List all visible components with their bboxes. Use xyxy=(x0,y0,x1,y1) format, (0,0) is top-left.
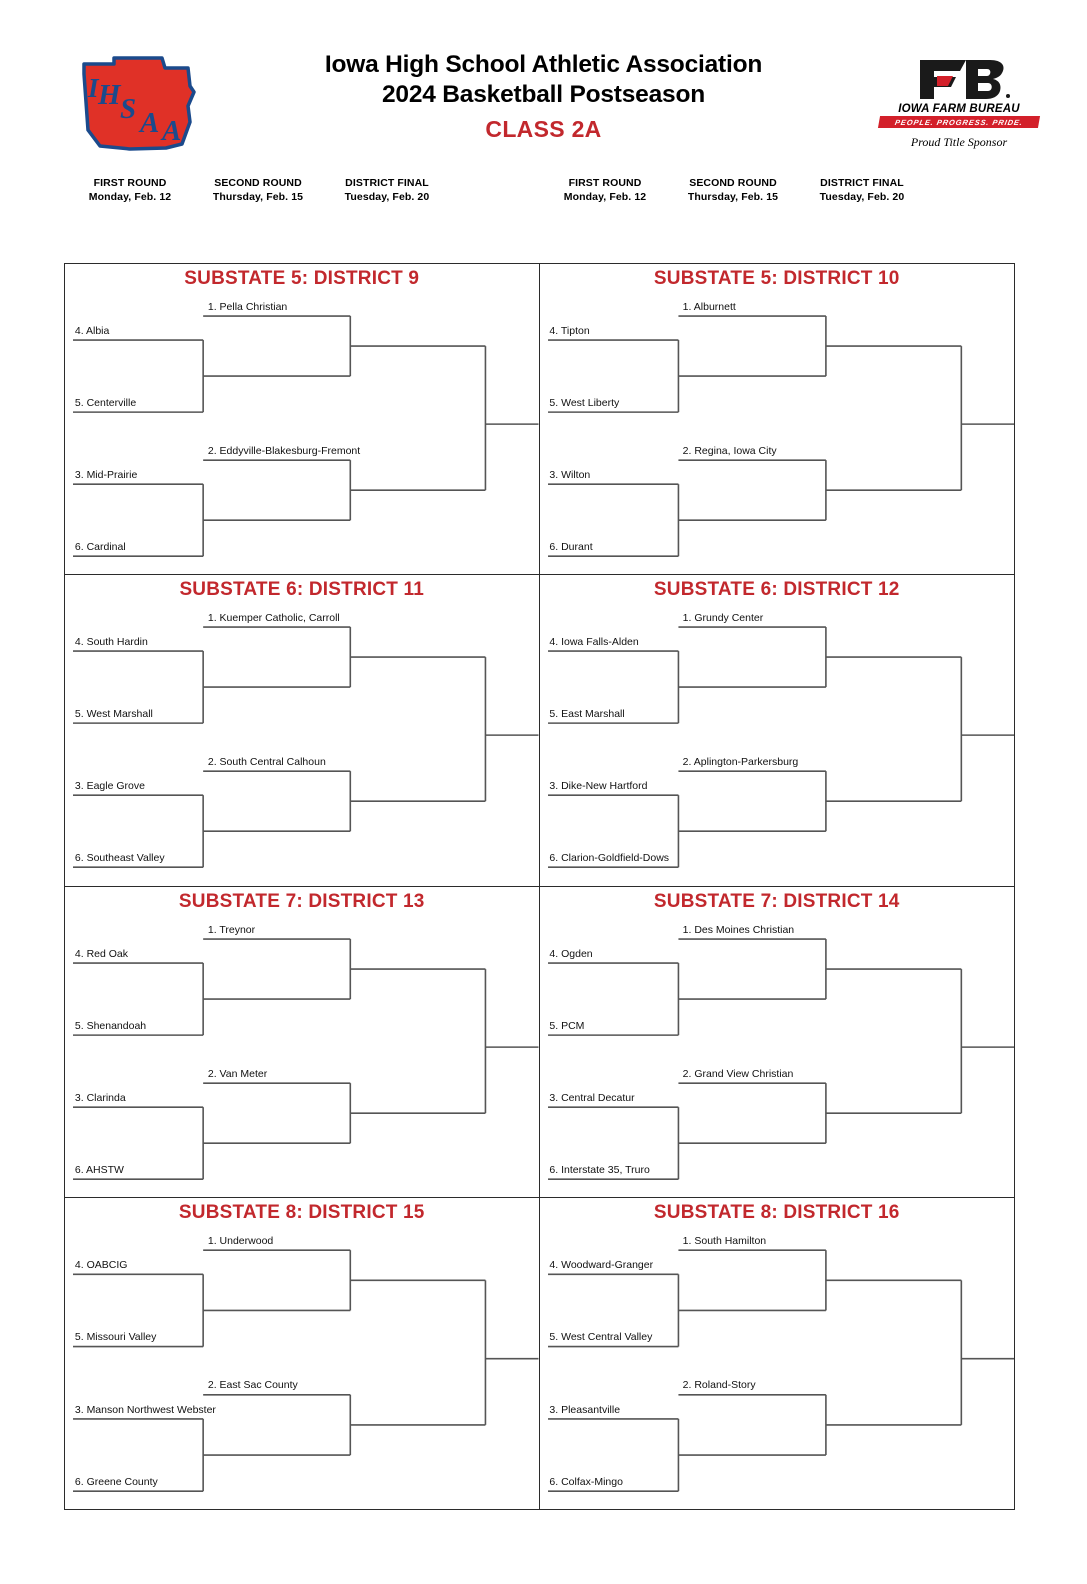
first-round-team: 3. Manson Northwest Webster xyxy=(74,1403,216,1416)
district-title: SUBSTATE 8: DISTRICT 15 xyxy=(178,1201,425,1223)
district-title: SUBSTATE 6: DISTRICT 11 xyxy=(179,579,425,601)
svg-text:H: H xyxy=(98,79,121,111)
seed-2-team: 2. Van Meter xyxy=(207,1067,268,1080)
first-round-team: 4. Red Oak xyxy=(74,947,129,960)
round-name: SECOND ROUND xyxy=(689,177,777,189)
first-round-team: 3. Dike-New Hartford xyxy=(549,780,648,793)
round-label-second-left xyxy=(183,176,333,205)
seed-2-team: 2. East Sac County xyxy=(207,1379,298,1392)
round-name: DISTRICT FINAL xyxy=(820,177,904,189)
bracket-lines xyxy=(65,887,539,1197)
first-round-team: 4. Iowa Falls-Alden xyxy=(549,636,639,649)
seed-1-team: 1. Des Moines Christian xyxy=(682,923,795,936)
first-round-team: 5. PCM xyxy=(549,1019,585,1032)
sponsor-logo xyxy=(879,56,1039,156)
first-round-team: 5. Missouri Valley xyxy=(74,1331,157,1344)
first-round-team: 4. Woodward-Granger xyxy=(549,1258,654,1271)
bracket-lines xyxy=(65,264,539,574)
round-name: SECOND ROUND xyxy=(214,177,302,189)
bracket-lines xyxy=(540,1198,1015,1509)
district-title: SUBSTATE 8: DISTRICT 16 xyxy=(653,1201,900,1223)
district-title: SUBSTATE 6: DISTRICT 12 xyxy=(653,579,900,601)
svg-text:S: S xyxy=(120,93,137,125)
round-date: Tuesday, Feb. 20 xyxy=(344,191,430,203)
round-date: Thursday, Feb. 15 xyxy=(212,191,304,203)
district-bracket xyxy=(540,887,1015,1198)
first-round-team: 4. OABCIG xyxy=(74,1258,128,1271)
first-round-team: 6. Greene County xyxy=(74,1475,158,1488)
round-label-final-left xyxy=(312,176,462,205)
seed-2-team: 2. Regina, Iowa City xyxy=(682,445,777,458)
first-round-team: 3. Pleasantville xyxy=(549,1403,621,1416)
district-bracket xyxy=(540,264,1015,575)
seed-2-team: 2. Aplington-Parkersburg xyxy=(682,756,799,769)
seed-2-team: 2. Roland-Story xyxy=(682,1379,756,1392)
bracket-lines xyxy=(65,1198,539,1509)
first-round-team: 6. Colfax-Mingo xyxy=(549,1475,623,1488)
district-title: SUBSTATE 7: DISTRICT 14 xyxy=(653,890,900,912)
first-round-team: 4. South Hardin xyxy=(74,636,148,649)
ihsaa-logo xyxy=(70,52,205,157)
district-title: SUBSTATE 5: DISTRICT 10 xyxy=(653,268,900,289)
district-bracket xyxy=(65,887,540,1198)
district-bracket xyxy=(65,575,540,886)
round-date: Tuesday, Feb. 20 xyxy=(819,191,905,203)
svg-text:A: A xyxy=(162,115,182,147)
first-round-team: 6. Clarion-Goldfield-Dows xyxy=(549,852,670,865)
first-round-team: 6. AHSTW xyxy=(74,1163,124,1176)
round-label-final-right xyxy=(787,176,937,205)
first-round-team: 6. Cardinal xyxy=(74,541,126,554)
first-round-team: 5. West Marshall xyxy=(74,708,153,721)
seed-1-team: 1. Treynor xyxy=(207,923,256,936)
first-round-team: 4. Tipton xyxy=(549,325,590,338)
first-round-team: 4. Albia xyxy=(74,325,110,338)
first-round-team: 3. Wilton xyxy=(549,469,591,482)
first-round-team: 6. Southeast Valley xyxy=(74,852,165,865)
round-name: DISTRICT FINAL xyxy=(345,177,429,189)
seed-1-team: 1. Pella Christian xyxy=(207,301,288,314)
seed-2-team: 2. Grand View Christian xyxy=(682,1067,794,1080)
first-round-team: 5. East Marshall xyxy=(549,708,625,721)
first-round-team: 6. Durant xyxy=(549,541,593,554)
page-header xyxy=(0,48,1087,168)
bracket-lines xyxy=(540,575,1015,885)
district-bracket xyxy=(540,575,1015,886)
district-bracket xyxy=(65,264,540,575)
page-title-line2: 2024 Basketball Postseason xyxy=(381,81,705,108)
bracket-grid xyxy=(64,263,1015,1510)
seed-1-team: 1. Underwood xyxy=(207,1234,274,1247)
round-name: FIRST ROUND xyxy=(568,177,642,189)
district-title: SUBSTATE 5: DISTRICT 9 xyxy=(184,268,420,289)
farm-bureau-mark-icon xyxy=(904,56,1014,102)
first-round-team: 3. Mid-Prairie xyxy=(74,469,138,482)
first-round-team: 3. Central Decatur xyxy=(549,1091,635,1104)
first-round-team: 5. West Central Valley xyxy=(549,1331,653,1344)
seed-2-team: 2. South Central Calhoun xyxy=(207,756,326,769)
ihsaa-logo-icon xyxy=(70,52,205,157)
round-label-second-right xyxy=(658,176,808,205)
first-round-team: 3. Clarinda xyxy=(74,1091,126,1104)
svg-text:A: A xyxy=(140,107,160,139)
seed-1-team: 1. Alburnett xyxy=(682,301,736,314)
seed-2-team: 2. Eddyville-Blakesburg-Fremont xyxy=(207,445,361,458)
district-bracket xyxy=(540,1198,1015,1509)
sponsor-tagline: PEOPLE. PROGRESS. PRIDE. xyxy=(878,116,1040,128)
bracket-lines xyxy=(540,264,1015,574)
class-label: CLASS 2A xyxy=(485,116,602,142)
seed-1-team: 1. Grundy Center xyxy=(682,612,764,625)
first-round-team: 4. Ogden xyxy=(549,947,593,960)
first-round-team: 6. Interstate 35, Truro xyxy=(549,1163,650,1176)
round-date: Thursday, Feb. 15 xyxy=(687,191,779,203)
seed-1-team: 1. Kuemper Catholic, Carroll xyxy=(207,612,340,625)
district-title: SUBSTATE 7: DISTRICT 13 xyxy=(178,890,425,912)
seed-1-team: 1. South Hamilton xyxy=(682,1234,767,1247)
round-name: FIRST ROUND xyxy=(93,177,167,189)
round-date: Monday, Feb. 12 xyxy=(88,191,172,203)
district-bracket xyxy=(65,1198,540,1509)
page-title-line1: Iowa High School Athletic Association xyxy=(324,51,763,78)
first-round-team: 5. Centerville xyxy=(74,397,137,410)
round-date: Monday, Feb. 12 xyxy=(563,191,647,203)
round-headers xyxy=(0,176,1087,216)
sponsor-name: IOWA FARM BUREAU xyxy=(898,103,1020,115)
first-round-team: 5. West Liberty xyxy=(549,397,620,410)
first-round-team: 3. Eagle Grove xyxy=(74,780,145,793)
first-round-team: 5. Shenandoah xyxy=(74,1019,147,1032)
svg-text:I: I xyxy=(88,73,99,103)
sponsor-note: Proud Title Sponsor xyxy=(910,135,1008,149)
